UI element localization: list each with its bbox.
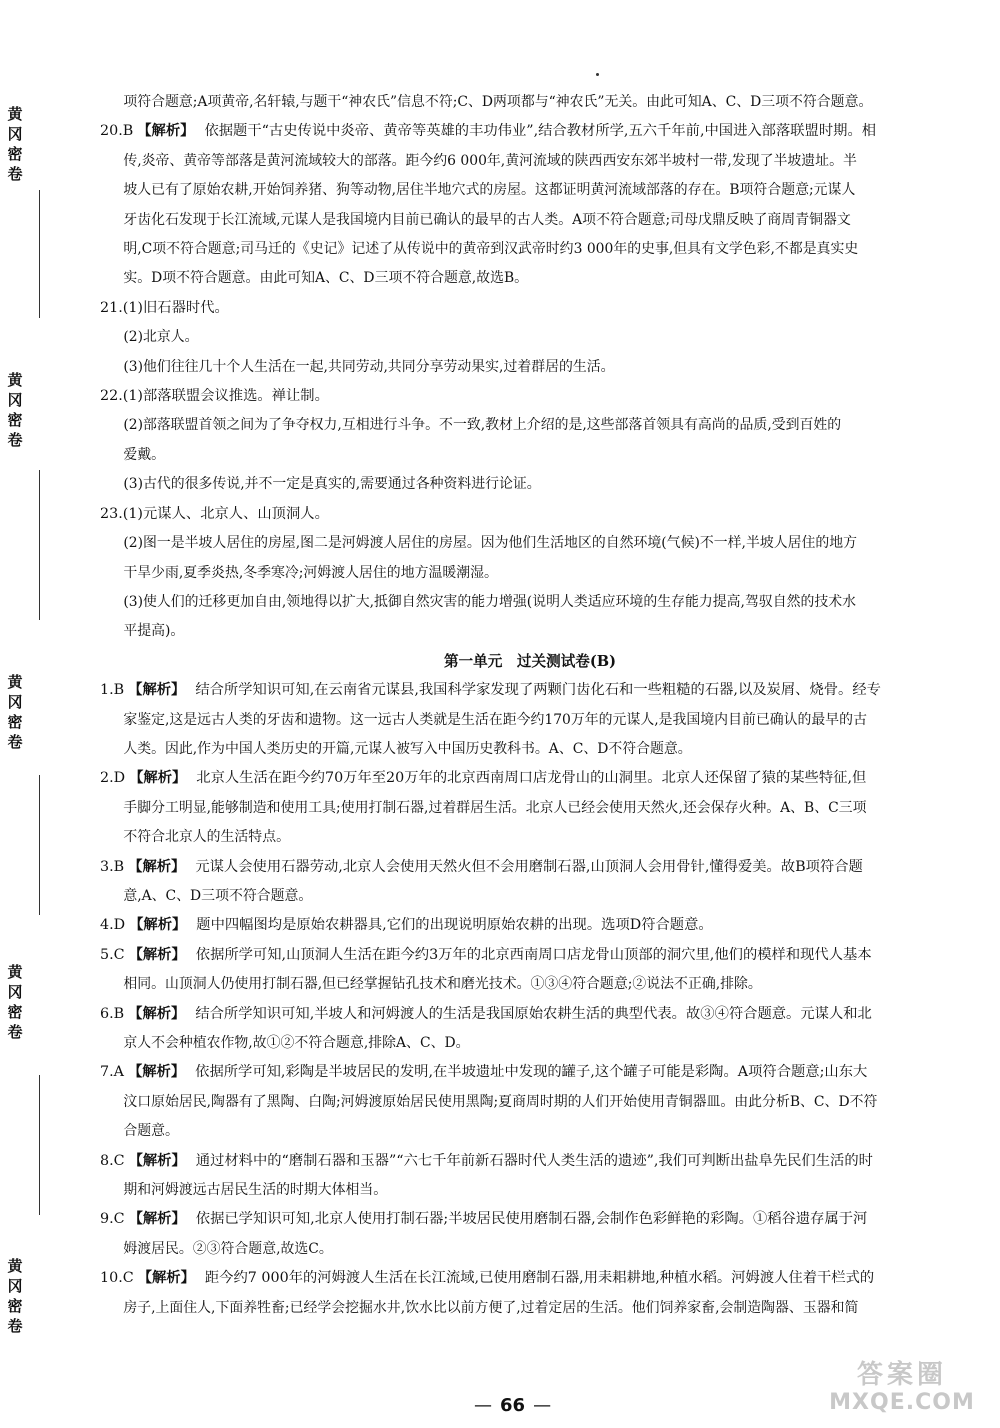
- text-line: [100, 1235, 916, 1264]
- text-line: [100, 206, 916, 235]
- page-number: — 66 —: [474, 1395, 552, 1416]
- analysis-tag: 【解析】: [128, 682, 186, 699]
- text-line: [100, 1294, 916, 1323]
- text-line: [100, 1088, 916, 1117]
- line-text: 姆渡居民。②③符合题意,故选C。: [123, 1240, 333, 1257]
- line-text: (1)元谋人、北京人、山顶洞人。: [122, 505, 329, 522]
- line-text: 北京人生活在距今约70万年至20万年的北京西南周口店龙骨山的山洞里。北京人还保留了猿的某些特征,但: [196, 770, 867, 787]
- answer-item-start: [100, 911, 940, 940]
- line-text: 题中四幅图均是原始农耕器具,它们的出现说明原始农耕的出现。选项D符合题意。: [196, 917, 713, 934]
- line-text: 牙齿化石发现于长江流域,元谋人是我国境内目前已确认的最早的古人类。A项不符合题意;司母戊鼎反映了商周青铜器文: [123, 211, 851, 228]
- item-number: 7.A: [100, 1064, 124, 1081]
- text-line: [100, 529, 916, 558]
- answer-item-start: [100, 1058, 940, 1087]
- analysis-tag: 【解析】: [129, 770, 187, 787]
- line-text: (1)部落联盟会议推选。禅让制。: [122, 388, 329, 405]
- answer-item-start: [100, 1264, 940, 1293]
- answer-item-start: [100, 117, 940, 146]
- text-line: [100, 235, 916, 264]
- item-number: 9.C: [100, 1211, 125, 1228]
- line-text: 项符合题意;A项黄帝,名轩辕,与题干“神农氏”信息不符;C、D两项都与“神农氏”无关。由此可知A、C、D三项不符合题意。: [123, 94, 873, 110]
- item-number: 3.B: [100, 858, 125, 875]
- item-number: 8.C: [100, 1152, 125, 1169]
- text-line: [100, 470, 916, 499]
- answer-item-start: [100, 382, 940, 411]
- top-dot: [596, 73, 599, 76]
- text-line: [100, 970, 916, 999]
- analysis-tag: 【解析】: [137, 123, 195, 140]
- line-text: 家鉴定,这是远古人类的牙齿和遗物。这一远古人类就是生活在距今约170万年的元谋人,是我国境内目前已确认的最早的古: [123, 711, 867, 728]
- section-title: 第一单元 过关测试卷(B): [443, 652, 617, 670]
- text-line: [100, 882, 916, 911]
- item-number: 2.D: [100, 770, 126, 787]
- line-text: 传,炎帝、黄帝等部落是黄河流域较大的部落。距今约6 000年,黄河流域的陕西西安东郊半坡村一带,发现了半坡遗址。半: [123, 152, 857, 169]
- line-text: 距今约7 000年的河姆渡人生活在长江流域,已使用磨制石器,用耒耜耕地,种植水稻。河姆渡人住着干栏式的: [204, 1270, 875, 1287]
- analysis-tag: 【解析】: [128, 946, 186, 963]
- analysis-tag: 【解析】: [127, 1064, 186, 1081]
- line-text: 结合所学知识可知,半坡人和河姆渡人的生活是我国原始农耕生活的典型代表。故③④符合题意。元谋人和北: [195, 1005, 872, 1022]
- line-text: 坡人已有了原始农耕,开始饲养猪、狗等动物,居住半地穴式的房屋。这都证明黄河流域部落的存在。B项符合题意;元谋人: [123, 182, 856, 199]
- answer-item-start: [100, 500, 940, 529]
- text-line: [100, 1029, 916, 1058]
- item-number: 23.: [100, 505, 123, 522]
- answer-item-start: [100, 294, 940, 323]
- item-number: 22.: [100, 388, 123, 405]
- line-text: 实。D项不符合题意。由此可知A、C、D三项不符合题意,故选B。: [123, 270, 529, 287]
- answer-item-start: [100, 941, 940, 970]
- analysis-tag: 【解析】: [137, 1270, 195, 1287]
- line-text: 房子,上面住人,下面养牲畜;已经学会挖掘水井,饮水比以前方便了,过着定居的生活。他们饲养家畜,会制造陶器、玉器和简: [123, 1299, 859, 1316]
- text-line: [100, 794, 916, 823]
- side-mark: 黄冈密卷: [7, 963, 23, 1041]
- answer-text: [100, 88, 940, 1323]
- line-text: 汶口原始居民,陶器有了黑陶、白陶;河姆渡原始居民使用黑陶;夏商周时期的人们开始使用青铜器皿。由此分析B、C、D不符: [123, 1093, 878, 1110]
- line-text: 依据所学可知,彩陶是半坡居民的发明,在半坡遗址中发现的罐子,这个罐子可能是彩陶。A项符合题意;山东大: [195, 1064, 868, 1081]
- line-text: 平提高)。: [123, 623, 185, 640]
- line-text: 期和河姆渡远古居民生活的时期大体相当。: [123, 1182, 388, 1199]
- side-rule: [39, 190, 40, 318]
- text-line: [100, 88, 916, 117]
- side-mark: 黄冈密卷: [7, 673, 23, 751]
- line-text: 通过材料中的“磨制石器和玉器”“六七千年前新石器时代人类生活的遗迹”,我们可判断出盐阜先民们生活的时: [195, 1152, 873, 1169]
- analysis-tag: 【解析】: [128, 1152, 186, 1169]
- line-text: 京人不会种植农作物,故①②不符合题意,排除A、C、D。: [123, 1035, 470, 1051]
- analysis-tag: 【解析】: [129, 917, 187, 934]
- line-text: (3)古代的很多传说,并不一定是真实的,需要通过各种资料进行论证。: [123, 476, 541, 493]
- item-number: 1.B: [100, 682, 125, 699]
- line-text: (3)他们往往几十个人生活在一起,共同劳动,共同分享劳动果实,过着群居的生活。: [123, 358, 615, 375]
- text-line: [100, 147, 916, 176]
- answer-item-start: [100, 764, 940, 793]
- side-mark: 黄冈密卷: [7, 371, 23, 449]
- text-line: [100, 1176, 916, 1205]
- watermark-logo: [810, 1360, 994, 1422]
- side-rule: [39, 775, 40, 915]
- item-number: 6.B: [100, 1005, 125, 1022]
- watermark-url: MXQE.COM: [829, 1390, 975, 1415]
- answer-item-start: [100, 676, 940, 705]
- answer-item-start: [100, 853, 940, 882]
- line-text: 合题意。: [123, 1123, 179, 1140]
- line-text: 意,A、C、D三项不符合题意。: [123, 887, 313, 904]
- side-rule: [39, 1075, 40, 1215]
- line-text: (2)图一是半坡人居住的房屋,图二是河姆渡人居住的房屋。因为他们生活地区的自然环境(气候)不一样,半坡人居住的地方: [123, 535, 858, 552]
- text-line: [100, 441, 916, 470]
- side-rule: [39, 470, 40, 620]
- analysis-tag: 【解析】: [128, 1211, 186, 1228]
- line-text: 干旱少雨,夏季炎热,冬季寒冷;河姆渡人居住的地方温暖潮湿。: [123, 564, 498, 581]
- answer-item-start: [100, 1147, 940, 1176]
- line-text: 人类。因此,作为中国人类历史的开篇,元谋人被写入中国历史教科书。A、C、D不符合题意。: [123, 740, 692, 757]
- text-line: [100, 706, 916, 735]
- side-mark: 黄冈密卷: [7, 105, 23, 183]
- line-text: 明,C项不符合题意;司马迁的《史记》记述了从传说中的黄帝到汉武帝时约3 000年的史事,但具有文学色彩,不都是真实史: [123, 241, 859, 258]
- line-text: 爱戴。: [123, 446, 165, 463]
- line-text: (1)旧石器时代。: [122, 299, 229, 316]
- text-line: [100, 1117, 916, 1146]
- answer-item-start: [100, 1205, 940, 1234]
- item-number: 21.: [100, 299, 123, 316]
- line-text: (3)使人们的迁移更加自由,领地得以扩大,抵御自然灾害的能力增强(说明人类适应环境的生存能力提高,驾驭自然的技术水: [123, 593, 857, 610]
- text-line: [100, 617, 916, 646]
- side-mark: 黄冈密卷: [7, 1257, 23, 1335]
- text-line: [100, 823, 916, 852]
- item-number: 20.B: [100, 123, 134, 140]
- watermark-title: 答案圈: [856, 1360, 947, 1390]
- item-number: 10.C: [100, 1270, 134, 1287]
- line-text: (2)北京人。: [123, 329, 199, 346]
- line-text: 不符合北京人的生活特点。: [123, 829, 290, 846]
- text-line: [100, 323, 916, 352]
- line-text: 依据已学知识可知,北京人使用打制石器;半坡居民使用磨制石器,会制作色彩鲜艳的彩陶。①稻谷遗存属于河: [195, 1211, 868, 1228]
- text-line: [100, 559, 916, 588]
- text-line: [100, 353, 916, 382]
- line-text: 元谋人会使用石器劳动,北京人会使用天然火但不会用磨制石器,山顶洞人会用骨针,懂得爱美。故B项符合题: [195, 858, 863, 875]
- text-line: [100, 735, 916, 764]
- analysis-tag: 【解析】: [128, 858, 186, 875]
- analysis-tag: 【解析】: [128, 1005, 186, 1022]
- answer-item-start: [100, 1000, 940, 1029]
- text-line: [100, 588, 916, 617]
- line-text: 依据所学可知,山顶洞人生活在距今约3万年的北京西南周口店龙骨山顶部的洞穴里,他们的模样和现代人基本: [195, 946, 872, 963]
- text-line: [100, 176, 916, 205]
- line-text: 手脚分工明显,能够制造和使用工具;使用打制石器,过着群居生活。北京人已经会使用天然火,还会保存火种。A、B、C三项: [123, 799, 867, 816]
- text-line: [100, 411, 916, 440]
- line-text: (2)部落联盟首领之间为了争夺权力,互相进行斗争。不一致,教材上介绍的是,这些部落首领具有高尚的品质,受到百姓的: [123, 417, 842, 434]
- line-text: 相同。山顶洞人仍使用打制石器,但已经掌握钻孔技术和磨光技术。①③④符合题意;②说法不正确,排除。: [123, 976, 762, 993]
- line-text: 结合所学知识可知,在云南省元谋县,我国科学家发现了两颗门齿化石和一些粗糙的石器,以及炭屑、烧骨。经专: [195, 682, 881, 699]
- line-text: 依据题干“古史传说中炎帝、黄帝等英雄的丰功伟业”,结合教材所学,五六千年前,中国进入部落联盟时期。相: [204, 123, 877, 140]
- item-number: 4.D: [100, 917, 126, 934]
- item-number: 5.C: [100, 946, 125, 963]
- text-line: [100, 264, 916, 293]
